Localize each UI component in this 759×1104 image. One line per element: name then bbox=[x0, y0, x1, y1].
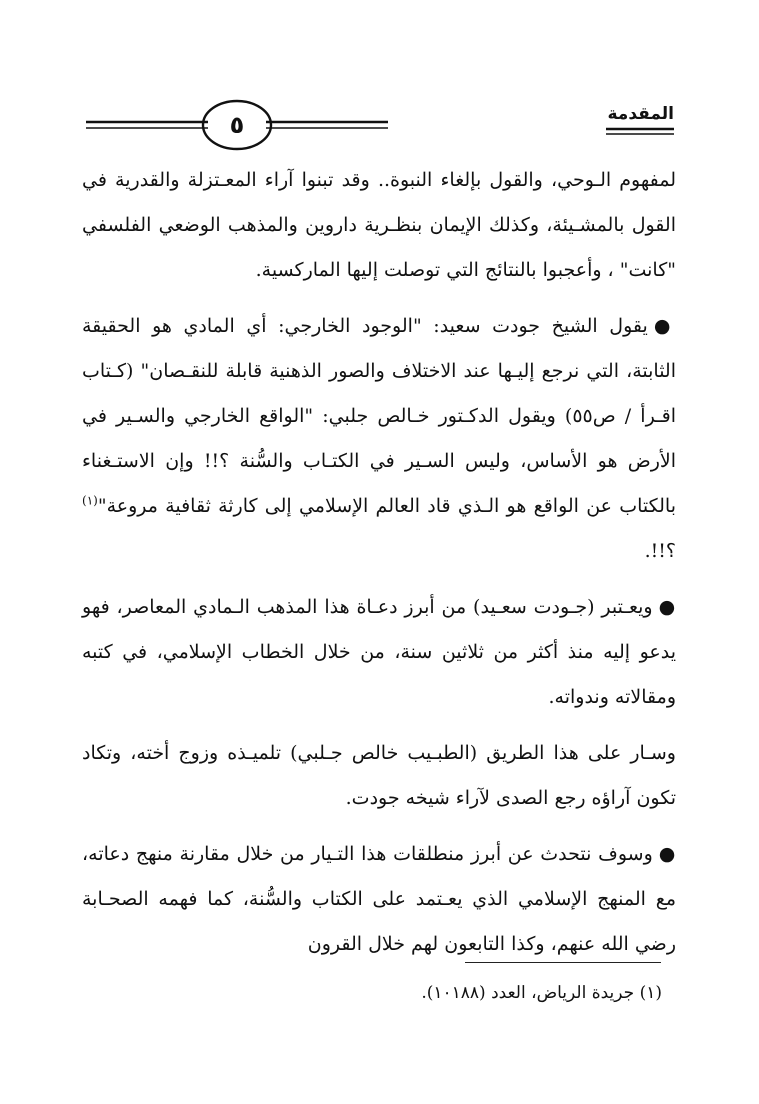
footnote-reference[interactable]: (١) bbox=[82, 493, 98, 508]
header-ornament bbox=[86, 96, 674, 158]
paragraph-tail: ؟!!. bbox=[644, 540, 676, 562]
body-text bbox=[82, 158, 676, 978]
paragraph-5 bbox=[82, 832, 676, 967]
bullet-icon: ● bbox=[658, 596, 676, 618]
paragraph-4 bbox=[82, 731, 676, 821]
bullet-icon: ● bbox=[658, 843, 676, 865]
paragraph-text: وسـار على هذا الطريق (الطبـيب خالص جـلبي) تلميـذه وزوج أخته، وتكاد تكون آراؤه رجع الصدى لآراء شيخه جودت. bbox=[82, 742, 676, 809]
paragraph-3 bbox=[82, 585, 676, 720]
footnote-divider bbox=[465, 962, 661, 963]
paragraph-text: يقول الشيخ جودت سعيد: "الوجود الخارجي: أي المادي هو الحقيقة الثابتة، التي نرجع إليـها عند الاختلاف والصور الذهنية قابلة للنقـصان" (كـتاب اقـرأ / ص٥٥) ويقول الدكـتور خـالص جلبي: "الواقع الخارجي والسـير في الأرض هو الأساس، وليس السـير في الكتـاب والسُّنة ؟!! وإن الاستـغناء بالكتاب عن الواقع هو الـذي قاد العالم الإسلامي إلى كارثة ثقافية مروعة" bbox=[82, 315, 676, 517]
paragraph-text: لمفهوم الـوحي، والقول بإلغاء النبوة.. وقد تبنوا آراء المعـتزلة والقدرية في القول بالمشـيئة، وكذلك الإيمان بنظـرية داروين والمذهب الوضعي الفلسفي "كانت" ، وأعجبوا بالنتائج التي توصلت إليها الماركسية. bbox=[82, 169, 676, 281]
paragraph-text: وسوف نتحدث عن أبرز منطلقات هذا التـيار من خلال مقارنة منهج دعاته، مع المنهج الإسلامي الذي يعـتمد على الكتاب والسُّنة، كما فهمه الصحـابة رضي الله عنهم، وكذا التابعون لهم خلال القرون bbox=[82, 843, 676, 955]
page-header bbox=[86, 96, 674, 158]
paragraph-2 bbox=[82, 304, 676, 574]
page-number: ٥ bbox=[229, 111, 245, 139]
section-title: المقدمة bbox=[607, 104, 674, 124]
paragraph-text: ويعـتبر (جـودت سعـيد) من أبرز دعـاة هذا المذهب الـمادي المعاصر، فهو يدعو إليه منذ أكثر من ثلاثين سنة، من خلال الخطاب الإسلامي، في كتبه ومقالاته وندواته. bbox=[82, 596, 676, 708]
footnote: (١) جريدة الرياض، العدد (١٠١٨٨). bbox=[421, 983, 662, 1003]
bullet-icon: ● bbox=[653, 315, 676, 337]
paragraph-1 bbox=[82, 158, 676, 293]
